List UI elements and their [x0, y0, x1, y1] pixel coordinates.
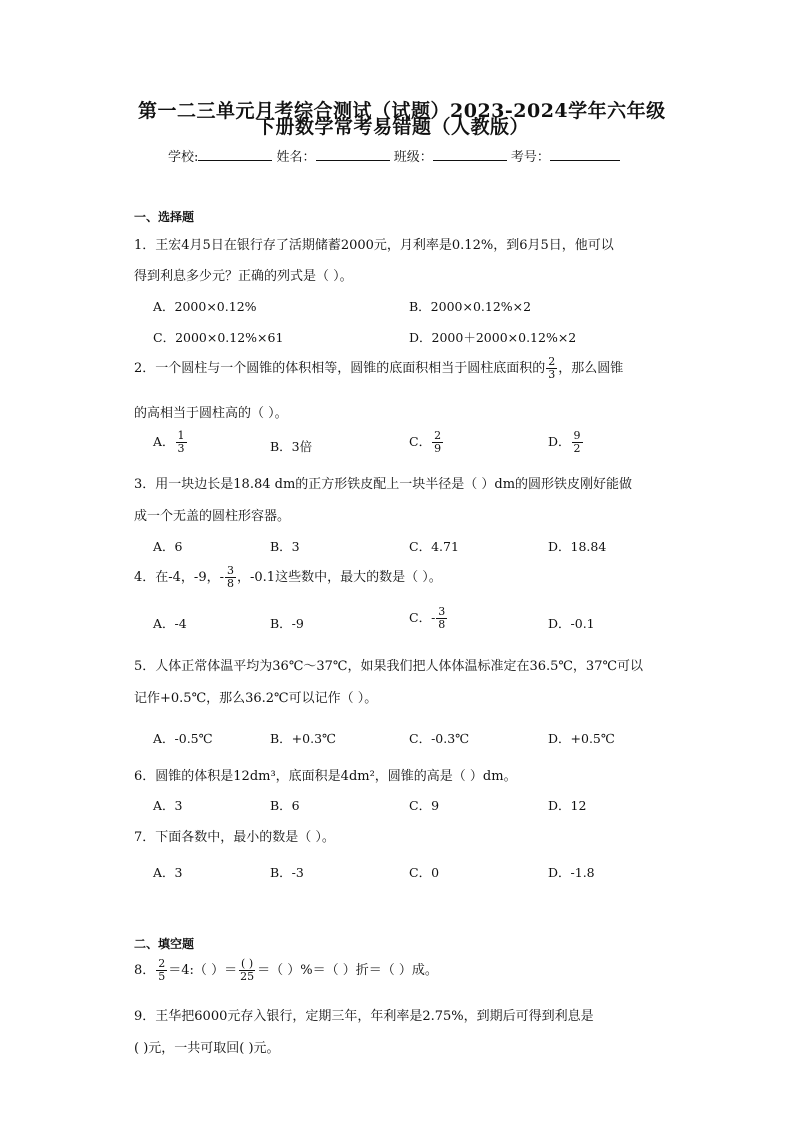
q2-text-a: 2．一个圆柱与一个圆锥的体积相等，圆锥的底面积相当于圆柱底面积的 [134, 361, 546, 376]
question-9-line1: 9．王华把6000元存入银行，定期三年，年利率是2.75%，到期后可得到利息是 [134, 1009, 594, 1024]
q1-option-a[interactable]: A．2000×0.12% [153, 299, 257, 314]
q4-option-b[interactable]: B．-9 [270, 616, 304, 631]
question-1-line2: 得到利息多少元？正确的列式是（ ）。 [134, 269, 353, 284]
q6-option-a[interactable]: A．3 [153, 798, 183, 813]
question-3-line2: 成一个无盖的圆柱形容器。 [134, 509, 291, 524]
question-2-line2: 的高相当于圆柱高的（ ）。 [134, 406, 288, 421]
question-2-line1 [134, 356, 623, 381]
q2-option-a-label: A． [153, 434, 175, 449]
q7-option-b[interactable]: B．-3 [270, 865, 304, 880]
question-3-line1: 3．用一块边长是18.84 dm的正方形铁皮配上一块半径是（ ）dm的圆形铁皮刚好能做 [134, 477, 633, 492]
q7-option-a[interactable]: A．3 [153, 865, 183, 880]
school-label: 学校: [168, 150, 199, 165]
q1-option-c[interactable]: C．2000×0.12%×61 [153, 330, 284, 345]
q7-option-d[interactable]: D．-1.8 [548, 865, 595, 880]
q8-frac2-den: 25 [240, 970, 255, 983]
q8-prefix: 8． [134, 963, 156, 978]
q5-option-c[interactable]: C．-0.3℃ [409, 731, 470, 746]
q3-option-a[interactable]: A．6 [153, 539, 183, 554]
q2-a-num: 1 [177, 429, 185, 442]
q2-fraction [546, 356, 557, 381]
q2-frac-den: 3 [548, 368, 556, 381]
question-9-line2: ( )元，一共可取回( )元。 [134, 1041, 280, 1056]
section-title-choice: 一、选择题 [134, 210, 195, 224]
q6-option-d[interactable]: D．12 [548, 798, 587, 813]
q8-fraction-2[interactable] [238, 958, 256, 983]
q4-frac-den: 8 [227, 577, 234, 590]
question-4-line1 [134, 565, 442, 590]
page-title-line1: 第一二三单元月考综合测试（试题）2023-2024学年六年级 [138, 100, 666, 122]
q4-fraction [225, 565, 236, 590]
q5-option-d[interactable]: D．+0.5℃ [548, 731, 615, 746]
exam-no-blank[interactable] [550, 146, 620, 161]
q1-option-b[interactable]: B．2000×0.12%×2 [409, 299, 532, 314]
q2-frac-num: 2 [548, 355, 556, 368]
question-6-line1: 6．圆锥的体积是12dm³，底面积是4dm²，圆锥的高是（ ）dm。 [134, 769, 517, 784]
q4-c-num: 3 [438, 605, 446, 618]
q2-text-b: ，那么圆锥 [558, 361, 624, 376]
q6-option-b[interactable]: B．6 [270, 798, 300, 813]
q2-c-den: 9 [434, 442, 442, 455]
q4-option-c[interactable] [409, 606, 448, 631]
q2-option-c-label: C． [409, 434, 432, 449]
q2-c-num: 2 [434, 429, 442, 442]
q5-option-a[interactable]: A．-0.5℃ [153, 731, 213, 746]
q3-option-d[interactable]: D．18.84 [548, 539, 607, 554]
q4-option-a[interactable]: A．-4 [153, 616, 187, 631]
q2-option-d-fraction [572, 430, 583, 455]
q8-rest: ＝（ ）%＝（ ）折＝（ ）成。 [257, 963, 438, 978]
question-7-line1: 7．下面各数中，最小的数是（ ）。 [134, 830, 335, 845]
q8-mid: ＝4:（ ）＝ [168, 963, 238, 978]
name-blank[interactable] [316, 146, 390, 161]
q1-option-d[interactable]: D．2000＋2000×0.12%×2 [409, 330, 577, 345]
q7-option-c[interactable]: C．0 [409, 865, 440, 880]
class-blank[interactable] [433, 146, 507, 161]
q2-option-d-label: D． [548, 434, 571, 449]
q4-option-d[interactable]: D．-0.1 [548, 616, 595, 631]
q2-option-c[interactable] [409, 430, 444, 455]
question-5-line1: 5．人体正常体温平均为36℃～37℃，如果我们把人体体温标准定在36.5℃，37℃可以 [134, 659, 644, 674]
q3-option-b[interactable]: B．3 [270, 539, 300, 554]
class-label: 班级： [393, 150, 433, 165]
q8-frac2-num[interactable]: ( ) [241, 957, 254, 970]
q2-a-den: 3 [177, 442, 185, 455]
question-1-line1: 1．王宏4月5日在银行存了活期储蓄2000元，月利率是0.12%，到6月5日，他可以 [134, 238, 614, 253]
question-8-line1 [134, 958, 438, 983]
q2-option-b[interactable]: B．3倍 [270, 439, 313, 454]
q4-option-c-label: C．- [409, 610, 436, 625]
q2-option-a-fraction [176, 430, 187, 455]
school-blank[interactable] [198, 146, 272, 161]
q4-option-c-fraction [436, 606, 447, 631]
q3-option-c[interactable]: C．4.71 [409, 539, 459, 554]
q4-c-den: 8 [438, 618, 446, 631]
exam-no-label: 考号： [510, 150, 550, 165]
q2-option-d[interactable] [548, 430, 584, 455]
q2-option-a[interactable] [153, 430, 188, 455]
q4-frac-num: 3 [227, 564, 234, 577]
q2-d-den: 2 [573, 442, 581, 455]
q8-frac1-den: 5 [158, 970, 166, 983]
q4-text-b: ，-0.1这些数中，最大的数是（ ）。 [237, 570, 442, 585]
section-title-fill-blank: 二、填空题 [134, 937, 195, 951]
q2-d-num: 9 [573, 429, 581, 442]
name-label: 姓名： [276, 150, 316, 165]
student-info-row [168, 146, 620, 165]
q8-fraction-1 [156, 958, 167, 983]
q2-option-c-fraction [432, 430, 443, 455]
q5-option-b[interactable]: B．+0.3℃ [270, 731, 337, 746]
page-title-line2: 下册数学常考易错题（人教版） [256, 116, 530, 138]
q6-option-c[interactable]: C．9 [409, 798, 440, 813]
q4-text-a: 4．在-4，-9，- [134, 570, 224, 585]
q8-frac1-num: 2 [158, 957, 166, 970]
question-5-line2: 记作+0.5℃，那么36.2℃可以记作（ ）。 [134, 691, 378, 706]
